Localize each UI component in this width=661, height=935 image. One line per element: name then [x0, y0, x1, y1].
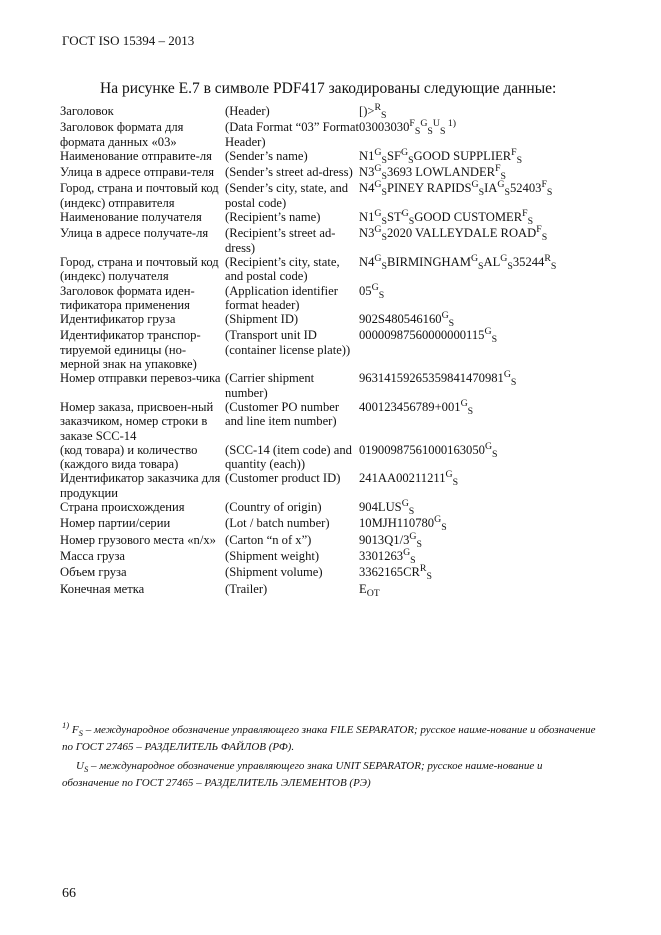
field-name-ru: Идентификатор груза	[60, 312, 176, 327]
control-char-lower: S	[500, 171, 506, 183]
control-char-upper: G	[441, 310, 449, 322]
table-row	[60, 549, 600, 565]
footnote-fs	[62, 722, 602, 756]
table-row	[60, 500, 600, 516]
encoded-value	[359, 226, 600, 255]
value-text: 3301263	[359, 548, 404, 563]
table-row	[60, 255, 600, 284]
field-name-en: (Carrier shipment number)	[225, 371, 315, 400]
field-name-en: (Shipment volume)	[225, 565, 323, 580]
field-name-en: (Transport unit ID (container license plate))	[225, 328, 351, 357]
footnote-text: – международное обозначение управляющего знака FILE SEPARATOR; русское наиме-нование и обозначение по ГОСТ 27465 – РАЗДЕЛИТЕЛЬ ФАЙЛОВ (РФ).	[62, 724, 596, 753]
field-name-ru: Улица в адресе отправи-теля	[60, 165, 215, 180]
field-name-en: (Sender’s name)	[225, 148, 308, 163]
value-text: 3362165CR	[359, 565, 420, 580]
control-char-upper: G	[420, 118, 428, 130]
control-char-lower: S	[408, 154, 414, 166]
value-text: IA	[484, 181, 498, 196]
field-name-ru: Заголовок	[60, 104, 114, 118]
field-name-ru: Страна происхождения	[60, 500, 185, 515]
field-name-en: (Sender’s city, state, and postal code)	[225, 181, 349, 210]
field-name-ru: Заголовок формата для формата данных «03»	[60, 120, 184, 149]
encoded-value	[359, 252, 600, 284]
footnote-symbol-sub: S	[78, 728, 83, 738]
field-name-ru: Улица в адресе получате-ля	[60, 226, 209, 241]
control-char-upper: G	[460, 397, 468, 409]
field-name-en: (Customer PO number and line item number)	[225, 399, 340, 429]
field-name-ru: Номер партии/серии	[60, 516, 171, 531]
field-name-ru: Масса груза	[60, 548, 126, 563]
value-text: AL	[483, 254, 501, 269]
value-text: 10MJH110780	[359, 516, 435, 531]
control-char-lower: S	[478, 260, 484, 272]
encoded-value	[359, 328, 600, 371]
table-row	[60, 565, 600, 581]
control-char-upper: G	[470, 252, 479, 264]
page-number: 66	[62, 886, 76, 901]
control-char-lower: S	[408, 506, 415, 518]
control-char-lower: S	[452, 477, 459, 489]
encoded-value	[359, 104, 600, 120]
encoded-value	[359, 530, 600, 550]
running-header: ГОСТ ISO 15394 – 2013	[62, 33, 195, 48]
value-text: N4	[359, 254, 375, 269]
control-char-lower: S	[378, 289, 385, 301]
footnote-symbol: F	[71, 724, 79, 736]
footnote-symbol-sub: S	[83, 764, 89, 774]
control-char-upper: G	[445, 469, 453, 481]
control-char-lower: S	[381, 216, 387, 228]
encoded-value	[359, 582, 600, 598]
value-text: [)>	[359, 104, 375, 118]
control-char-lower: S	[410, 554, 416, 566]
control-char-upper: G	[401, 498, 409, 510]
value-text: N3	[359, 165, 375, 180]
encoded-value	[359, 146, 600, 166]
control-char-upper: G	[497, 179, 505, 191]
control-char-lower: S	[541, 232, 548, 244]
control-char-upper: U	[432, 118, 440, 130]
control-char-lower: S	[426, 571, 432, 583]
field-name-ru: Идентификатор заказчика для продукции	[60, 471, 221, 500]
value-text: GOOD SUPPLIER	[413, 148, 512, 163]
control-char-lower: S	[510, 377, 517, 389]
control-char-lower: S	[546, 187, 553, 199]
field-name-en: (Shipment weight)	[225, 548, 320, 563]
field-name-ru: Заголовок формата иден-тификатора применения	[60, 283, 195, 312]
control-char-upper: F	[409, 118, 415, 130]
field-name-ru: Наименование отправите-ля	[60, 148, 212, 163]
control-char-lower: S	[381, 171, 387, 183]
control-char-upper: G	[403, 546, 411, 558]
control-char-upper: G	[374, 179, 382, 191]
control-char-upper: G	[500, 252, 508, 264]
value-text: 35244	[512, 254, 545, 269]
control-char-upper: F	[522, 208, 528, 220]
table-row	[60, 582, 600, 598]
encoded-value	[359, 546, 600, 566]
control-char-upper: G	[471, 179, 479, 191]
control-char-upper: F	[536, 224, 542, 236]
field-name-en: (Recipient’s street ad-dress)	[225, 226, 336, 255]
field-name-en: (Customer product ID)	[225, 471, 341, 486]
table-row	[60, 165, 600, 181]
value-text: 904LUS	[359, 500, 402, 515]
field-name-en: (Country of origin)	[225, 500, 322, 515]
value-text: N3	[359, 226, 375, 241]
table-row	[60, 284, 600, 313]
control-char-upper: G	[374, 163, 382, 175]
value-text: PINEY RAPIDS	[386, 181, 472, 196]
table-row	[60, 471, 600, 500]
control-char-upper: G	[400, 146, 409, 158]
table-row	[60, 443, 600, 472]
field-name-ru: Конечная метка	[60, 581, 145, 596]
encoded-value	[359, 120, 600, 149]
table-row	[60, 400, 600, 443]
field-name-ru: Номер заказа, присвоен-ный заказчиком, номер строки в заказе SCC-14	[60, 399, 214, 443]
intro-paragraph: На рисунке Е.7 в символе PDF417 закодированы следующие данные:	[100, 80, 557, 97]
control-char-lower: S	[439, 126, 446, 138]
field-name-ru: Номер отправки перевоз-чика	[60, 371, 221, 386]
table-row	[60, 226, 600, 255]
encoded-value	[359, 371, 600, 400]
value-text: 52403	[509, 181, 542, 196]
value-text: N4	[359, 181, 375, 196]
field-name-en: (Recipient’s name)	[225, 210, 321, 225]
value-text: N1	[359, 148, 375, 163]
encoded-value	[359, 181, 600, 210]
encoded-value	[359, 471, 600, 500]
field-name-en: (Lot / batch number)	[225, 516, 330, 531]
control-char-lower: S	[414, 126, 421, 138]
value-text: 01900987561000163050	[359, 442, 485, 457]
value-text: E	[359, 581, 367, 596]
field-name-en: (Trailer)	[225, 581, 268, 596]
encoded-value	[359, 210, 600, 226]
field-name-en: (Shipment ID)	[225, 312, 299, 327]
encoded-value	[359, 281, 600, 313]
field-name-ru: Идентификатор транспор-тируемой единицы (но-мерной знак на упаковке)	[60, 328, 201, 372]
field-name-en: (Application identifier format header)	[225, 283, 338, 312]
encoded-value	[359, 500, 600, 516]
control-char-upper: G	[401, 208, 409, 220]
footnote-symbol: U	[76, 760, 84, 772]
field-name-en: (Header)	[225, 104, 270, 118]
field-name-en: (Carton “n of x”)	[225, 532, 312, 547]
control-char-lower: S	[381, 187, 387, 199]
value-text: SF	[386, 148, 401, 163]
control-char-upper: G	[434, 514, 442, 526]
control-char-lower: S	[381, 154, 387, 166]
value-text: 241AA00211211	[359, 471, 446, 486]
field-name-ru: Номер грузового места «n/x»	[60, 532, 216, 547]
field-name-ru: Город, страна и почтовый код (индекс) получателя	[60, 254, 219, 284]
encoded-data-rows	[60, 104, 600, 598]
table-row	[60, 533, 600, 549]
encoded-value	[359, 440, 600, 472]
control-char-upper: 1)	[445, 118, 457, 130]
control-char-lower: S	[516, 154, 523, 166]
control-char-lower: S	[381, 110, 387, 121]
control-char-lower: S	[492, 448, 498, 460]
value-text: 03003030	[359, 120, 410, 135]
footnote-text: – международное обозначение управляющего знака UNIT SEPARATOR; русское наиме-нование и обозначение по ГОСТ 27465 – РАЗДЕЛИТЕЛЬ ЭЛЕМЕНТОВ (РЭ)	[62, 760, 543, 789]
value-text: 05	[359, 283, 372, 298]
footnote-marker: 1)	[62, 720, 70, 730]
value-text: 00000987560000000115	[359, 328, 485, 343]
control-char-upper: F	[495, 163, 501, 175]
value-text: 2020 VALLEYDALE ROAD	[386, 226, 537, 241]
control-char-upper: R	[419, 563, 427, 575]
table-row	[60, 210, 600, 226]
control-char-upper: F	[541, 179, 547, 191]
table-row	[60, 120, 600, 149]
encoded-value	[359, 397, 600, 443]
value-text: 96314159265359841470981	[359, 371, 504, 386]
field-name-en: (Data Format “03” Format Header)	[225, 120, 359, 149]
control-char-lower: S	[491, 334, 498, 346]
field-name-en: (Sender’s street ad-dress)	[225, 165, 353, 180]
value-text: ST	[386, 210, 402, 225]
table-row	[60, 328, 600, 371]
control-char-lower: S	[441, 522, 447, 534]
control-char-lower: S	[427, 126, 433, 138]
encoded-value	[359, 312, 600, 328]
control-char-lower: S	[467, 405, 474, 417]
control-char-lower: S	[507, 260, 513, 272]
encoded-data-table	[60, 104, 600, 598]
control-char-upper: F	[511, 146, 517, 158]
field-name-ru: (код товара) и количество (каждого вида товара)	[60, 442, 198, 472]
table-row	[60, 371, 600, 400]
value-text: 3693 LOWLANDER	[386, 165, 496, 180]
control-char-lower: S	[478, 187, 485, 199]
field-name-ru: Наименование получателя	[60, 210, 202, 225]
control-char-lower: S	[381, 232, 387, 244]
control-char-lower: S	[416, 538, 422, 550]
value-text: 400123456789+001	[359, 399, 461, 414]
table-row	[60, 181, 600, 210]
control-char-lower: S	[408, 216, 415, 228]
value-text: 9013Q1/3	[359, 532, 410, 547]
encoded-value	[359, 516, 600, 532]
control-char-upper: G	[374, 224, 382, 236]
control-char-upper: G	[503, 369, 511, 381]
table-row	[60, 516, 600, 532]
control-char-upper: G	[374, 252, 382, 264]
control-char-upper: G	[409, 530, 417, 542]
field-name-ru: Город, страна и почтовый код (индекс) отправителя	[60, 181, 219, 210]
value-text: 902S480546160	[359, 312, 442, 327]
control-char-upper: G	[371, 281, 379, 293]
value-text: GOOD CUSTOMER	[414, 210, 523, 225]
control-char-upper: G	[484, 440, 493, 452]
control-char-upper: G	[374, 146, 382, 158]
control-char-lower: S	[381, 260, 387, 272]
encoded-value	[359, 565, 600, 581]
control-char-upper: G	[374, 208, 382, 220]
control-char-lower: S	[504, 187, 510, 199]
control-char-upper: R	[374, 102, 382, 113]
control-char-lower: S	[550, 260, 557, 272]
field-name-en: (SCC-14 (item code) and quantity (each))	[225, 442, 352, 472]
value-text: BIRMINGHAM	[386, 254, 471, 269]
field-name-ru: Объем груза	[60, 565, 127, 580]
footnote-us	[62, 758, 602, 792]
table-row	[60, 312, 600, 328]
control-char-upper: G	[484, 326, 492, 338]
value-text: N1	[359, 210, 375, 225]
field-name-en: (Recipient’s city, state, and postal code)	[225, 254, 340, 284]
control-char-upper: R	[544, 252, 551, 264]
control-char-lower: OT	[366, 587, 380, 599]
control-char-lower: S	[448, 318, 455, 330]
encoded-value	[359, 165, 600, 181]
table-row	[60, 104, 600, 120]
table-row	[60, 149, 600, 165]
control-char-lower: S	[527, 216, 534, 228]
